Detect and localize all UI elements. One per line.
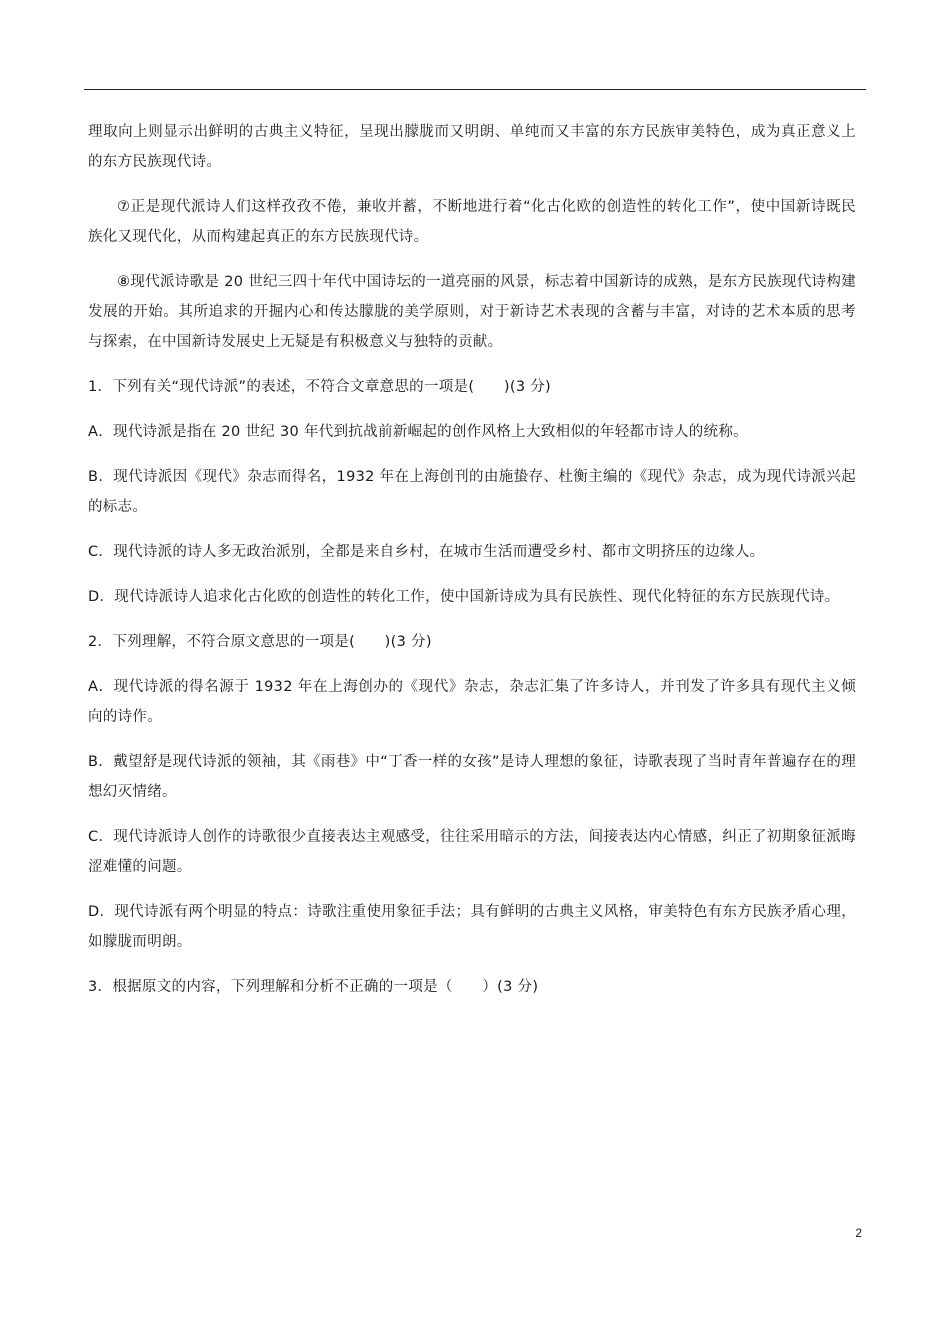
paragraph-8: ⑧现代派诗歌是 20 世纪三四十年代中国诗坛的一道亮丽的风景，标志着中国新诗的成熟，是东方民族现代诗构建发展的开始。其所追求的开掘内心和传达朦胧的美学原则，对于新诗艺术表现的含蓄与丰富，对诗的艺术本质的思考与探索，在中国新诗发展史上无疑是有积极意义与独特的贡献。 [88,274,856,350]
question-1-stem: 1．下列有关“现代诗派”的表述，不符合文章意思的一项是( )(3 分) [88,379,552,395]
page-number: 2 [855,1226,862,1240]
question-1-option-a: A．现代诗派是指在 20 世纪 30 年代到抗战前新崛起的创作风格上大致相似的年轻都市诗人的统称。 [88,424,748,440]
header-rule [84,89,866,90]
question-2-stem: 2．下列理解，不符合原文意思的一项是( )(3 分) [88,634,432,650]
question-2-option-c: C．现代诗派诗人创作的诗歌很少直接表达主观感受，往往采用暗示的方法，间接表达内心情感，纠正了初期象征派晦涩难懂的问题。 [88,829,856,875]
document-body [88,117,856,1017]
question-1-option-d: D．现代诗派诗人追求化古化欧的创造性的转化工作，使中国新诗成为具有民族性、现代化特征的东方民族现代诗。 [88,589,840,605]
question-1-option-c: C．现代诗派的诗人多无政治派别，全都是来自乡村，在城市生活而遭受乡村、都市文明挤压的边缘人。 [88,544,765,560]
question-2-option-d: D．现代诗派有两个明显的特点：诗歌注重使用象征手法；具有鲜明的古典主义风格，审美特色有东方民族矛盾心理，如朦胧而明朗。 [88,904,856,950]
question-2-option-b: B．戴望舒是现代诗派的领袖，其《雨巷》中“丁香一样的女孩”是诗人理想的象征，诗歌表现了当时青年普遍存在的理想幻灭情绪。 [88,754,856,800]
question-2-option-a: A．现代诗派的得名源于 1932 年在上海创办的《现代》杂志，杂志汇集了许多诗人，并刊发了许多具有现代主义倾向的诗作。 [88,679,856,725]
question-3-stem: 3．根据原文的内容，下列理解和分析不正确的一项是（ ）(3 分) [88,979,539,995]
question-1-option-b: B．现代诗派因《现代》杂志而得名，1932 年在上海创刊的由施蛰存、杜衡主编的《现代》杂志，成为现代诗派兴起的标志。 [88,469,856,515]
paragraph-6-continuation: 理取向上则显示出鲜明的古典主义特征，呈现出朦胧而又明朗、单纯而又丰富的东方民族审美特色，成为真正意义上的东方民族现代诗。 [88,124,856,170]
paragraph-7: ⑦正是现代派诗人们这样孜孜不倦，兼收并蓄，不断地进行着“化古化欧的创造性的转化工作”，使中国新诗既民族化又现代化，从而构建起真正的东方民族现代诗。 [88,199,856,245]
